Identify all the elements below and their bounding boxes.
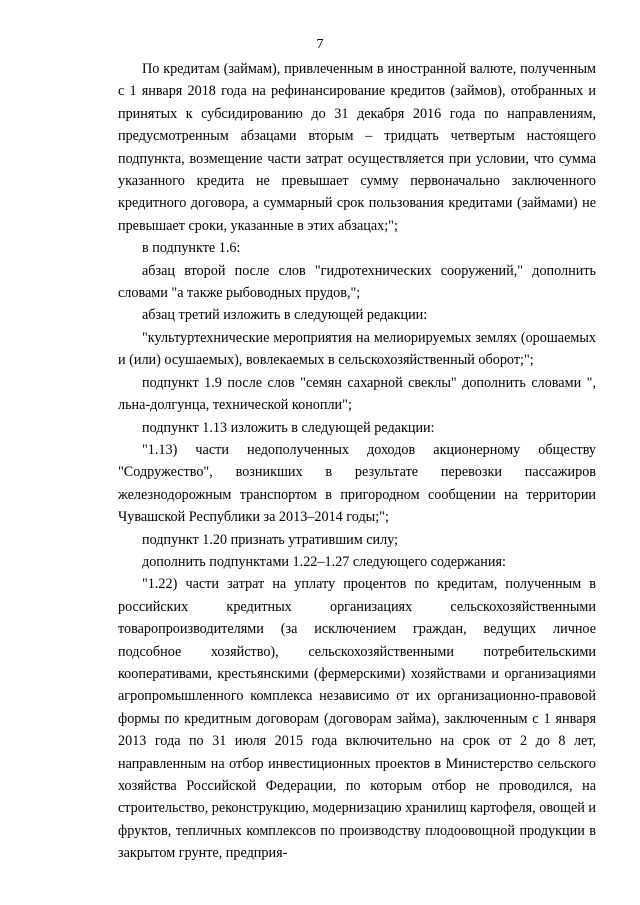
paragraph-subpoint-1-9: подпункт 1.9 после слов "семян сахарной свеклы" дополнить словами ", льна-долгунца, технической конопли"; [118, 374, 596, 414]
paragraph-subpoint-1-20: подпункт 1.20 признать утратившим силу; [142, 531, 399, 548]
paragraph-melioration: "культуртехнические мероприятия на мелиорируемых землях (орошаемых и (или) осушаемых), вовлекаемых в сельскохозяйственный оборот;"; [118, 329, 596, 369]
paragraph-subpoint-1-6: в подпункте 1.6: [142, 240, 241, 257]
paragraph-second-abzac: абзац второй после слов "гидротехнических сооружений," дополнить словами "а также рыбоводных прудов,"; [118, 262, 596, 302]
page-number: 7 [316, 37, 324, 52]
paragraph-add-subpoints: дополнить подпунктами 1.22–1.27 следующего содержания: [142, 553, 506, 570]
paragraph-subpoint-1-13: подпункт 1.13 изложить в следующей редакции: [142, 419, 435, 436]
paragraph-1-13-text: "1.13) части недополученных доходов акционерному обществу "Содружество", возникших в результате перевозки пассажиров железнодорожным транспортом в пригородном сообщении на территории Чувашской Республики за 2013–2014 годы;"; [118, 441, 596, 526]
paragraph-third-abzac: абзац третий изложить в следующей редакции: [142, 307, 428, 324]
document-body [118, 58, 596, 865]
paragraph-foreign-currency-loans: По кредитам (займам), привлеченным в иностранной валюте, полученным с 1 января 2018 года на рефинансирование кредитов (займов), отобранных и принятых к субсидированию до 31 декабря 2016 года по направлениям, предусмотренным абзацами вторым – тридцать четвертым настоящего подпункта, возмещение части затрат осуществляется при условии, что сумма указанного кредита не превышает сумму первоначально заключенного кредитного договора, а суммарный срок пользования кредитами (займами) не превышает сроки, указанные в этих абзацах;"; [118, 61, 596, 234]
paragraph-1-22-text: "1.22) части затрат на уплату процентов по кредитам, полученным в российских кредитных организациях сельскохозяйственными товаропроизводителями (за исключением граждан, ведущих личное подсобное хозяйство), сельскохозяйственными потребительскими кооперативами, крестьянскими (фермерскими) хозяйствами и организациями агропромышленного комплекса независимо от их организационно-правовой формы по кредитным договорам (договорам займа), заключенным с 1 января 2013 года по 31 июля 2015 года включительно на срок от 2 до 8 лет, направленным на отбор инвестиционных проектов в Министерство сельского хозяйства Российской Федерации, по которым отбор не проводился, на строительство, реконструкцию, модернизацию хранилищ картофеля, овощей и фруктов, тепличных комплексов по производству плодоовощной продукции в закрытом грунте, предприя- [118, 576, 596, 862]
